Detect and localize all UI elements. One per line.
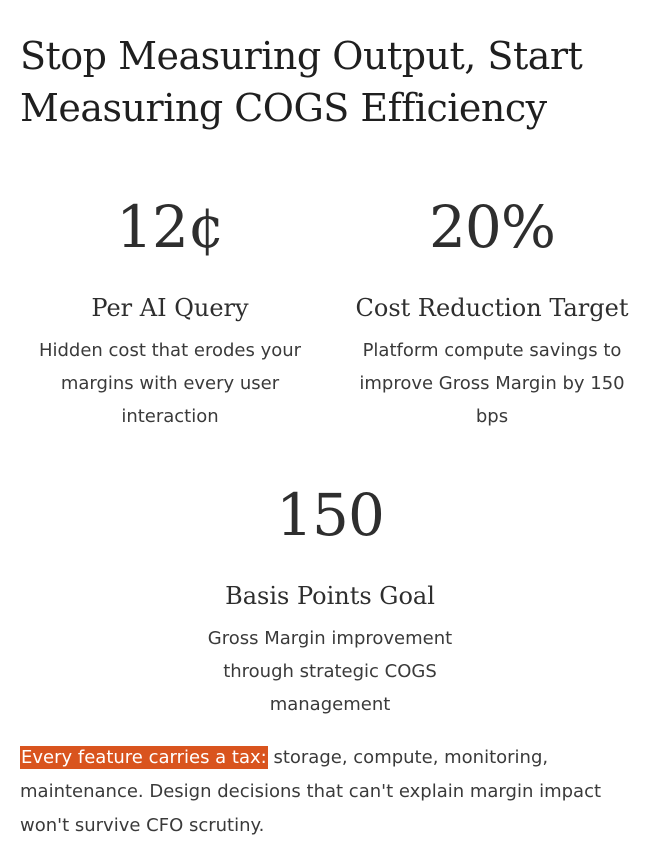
stat-description: Hidden cost that erodes your margins with every user interaction: [38, 340, 302, 427]
stat-value: 12¢: [116, 193, 224, 261]
page-title: Stop Measuring Output, Start Measuring COGS Efficiency: [20, 34, 583, 130]
stat-card-per-ai-query: [22, 192, 318, 433]
cogs-note-paragraph: [20, 741, 640, 843]
highlighted-text: Every feature carries a tax:: [21, 747, 267, 768]
stat-label: Basis Points Goal: [225, 582, 435, 610]
stat-value: 20%: [429, 193, 555, 261]
stat-description: Gross Margin improvement through strategic COGS management: [207, 628, 453, 715]
note-text: storage, compute, monitoring, maintenance. Design decisions that can't explain margin impact won't survive CFO scrutiny.: [20, 747, 602, 836]
stat-card-cost-reduction-target: [346, 192, 638, 433]
stat-value: 150: [276, 481, 384, 549]
stat-label: Per AI Query: [91, 294, 249, 322]
stat-description: Platform compute savings to improve Gross Margin by 150 bps: [359, 340, 625, 427]
stat-card-basis-points-goal: [178, 480, 482, 721]
stat-label: Cost Reduction Target: [355, 294, 629, 322]
